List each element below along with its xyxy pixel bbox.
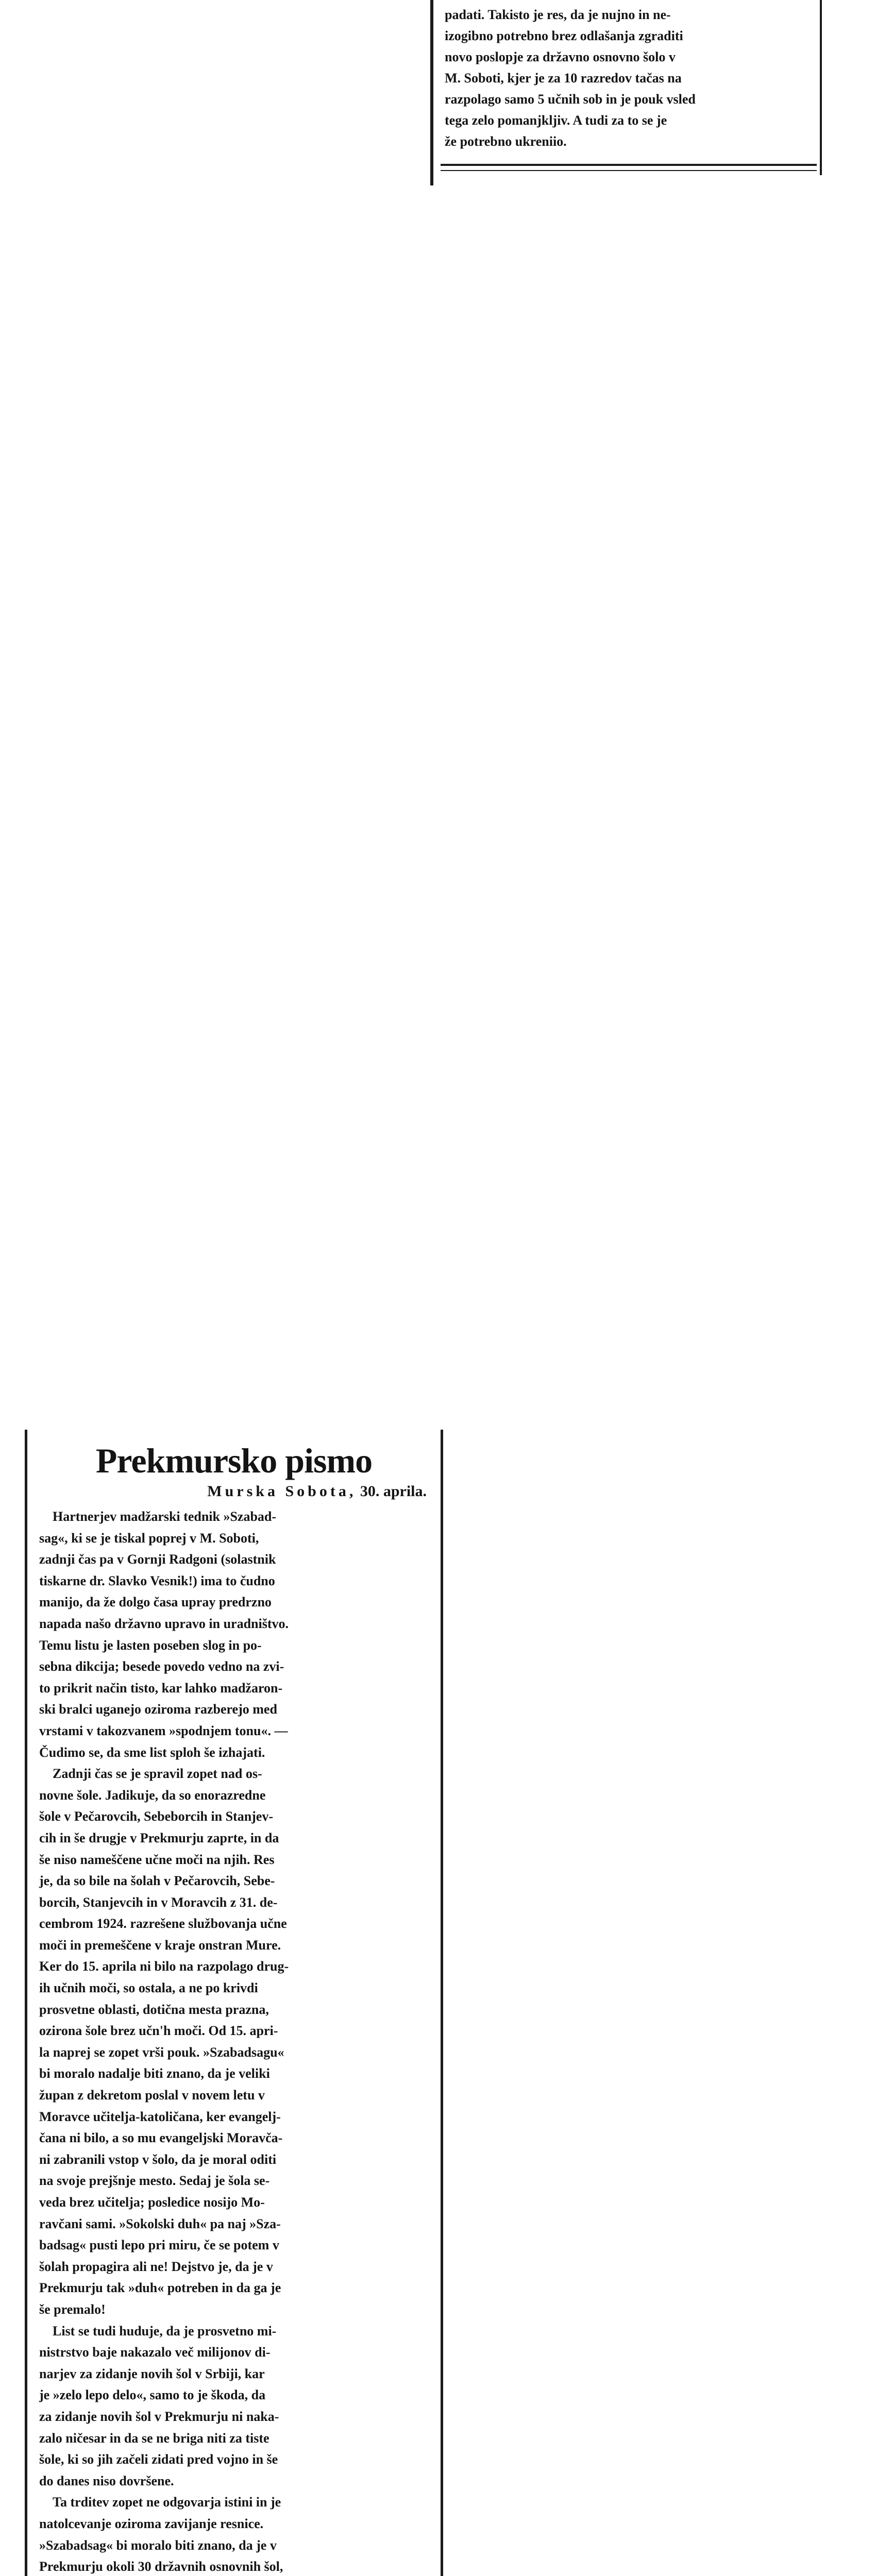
end-rule-thin <box>441 170 817 171</box>
text-line: vrstami v takozvanem »spodnjem tonu«. — <box>39 1723 288 1738</box>
text-line: razpolago samo 5 učnih sob in je pouk vsled <box>445 92 696 107</box>
text-line: padati. Takisto je res, da je nujno in ne- <box>445 7 671 22</box>
text-line: Temu listu je lasten poseben slog in po- <box>39 1637 262 1653</box>
column-rule-right <box>820 0 822 175</box>
text-line: ski bralci uganejo oziroma razberejo med <box>39 1702 277 1717</box>
paragraph-4 <box>39 2492 431 2576</box>
text-line: novo poslopje za državno osnovno šolo v <box>445 49 676 64</box>
text-line: šole, ki so jih začeli zidati pred vojno in še <box>39 2452 278 2467</box>
text-line: ih učnih moči, so ostala, a ne po krivdi <box>39 1980 258 1996</box>
text-line: tiskarne dr. Slavko Vesnik!) ima to čudno <box>39 1573 275 1588</box>
text-line: za zidanje novih šol v Prekmurju ni naka- <box>39 2409 279 2424</box>
text-line: župan z dekretom poslal v novem letu v <box>39 2088 265 2103</box>
text-line: je, da so bile na šolah v Pečarovcih, Sebe- <box>39 1873 275 1889</box>
end-rule-thick <box>441 164 817 166</box>
article-clipping <box>25 1430 443 2576</box>
column-rule-left <box>25 1430 27 2576</box>
text-line: borcih, Stanjevcih in v Moravcih z 31. de- <box>39 1894 278 1910</box>
text-line: Moravce učitelja-katoličana, ker evangelj- <box>39 2109 281 2124</box>
text-line: sebna dikcija; besede povedo vedno na zvi- <box>39 1659 284 1674</box>
text-line: cembrom 1924. razrešene službovanja učne <box>39 1916 287 1931</box>
dateline-place: Murska Sobota, <box>207 1483 357 1500</box>
text-line: veda brez učitelja; posledice nosijo Mo- <box>39 2195 265 2210</box>
text-line: narjev za zidanje novih šol v Srbiji, kar <box>39 2366 265 2381</box>
text-line: napada našo državno upravo in uradništvo. <box>39 1616 289 1631</box>
text-line: bi moralo nadalje biti znano, da je veliki <box>39 2066 270 2081</box>
text-line: moči in premeščene v kraje onstran Mure. <box>39 1937 281 1953</box>
text-line: novne šole. Jadikuje, da so enorazredne <box>39 1787 266 1803</box>
top-clipping <box>430 0 822 185</box>
text-line: M. Soboti, kjer je za 10 razredov tačas na <box>445 71 682 86</box>
text-line: zadnji čas pa v Gornji Radgoni (solastnik <box>39 1552 276 1567</box>
text-line: ni zabranili vstop v šolo, da je moral oditi <box>39 2151 277 2167</box>
text-line: natolcevanje oziroma zavijanje resnice. <box>39 2516 264 2531</box>
text-line: še premalo! <box>39 2301 106 2317</box>
text-line: badsag« pusti lepo pri miru, če se potem v <box>39 2238 279 2253</box>
paragraph-1 <box>39 1506 431 1763</box>
text-line: je »zelo lepo delo«, samo to je škoda, da <box>39 2387 266 2403</box>
text-line: čana ni bilo, a so mu evangeljski Moravča- <box>39 2130 283 2146</box>
text-line: izogibno potrebno brez odlašanja zgraditi <box>445 28 683 43</box>
text-line: Ta trditev zopet ne odgovarja istini in je <box>53 2495 281 2510</box>
text-line: Čudimo se, da sme list sploh še izhajati. <box>39 1744 265 1760</box>
text-line: Prekmurju tak »duh« potreben in da ga je <box>39 2280 281 2296</box>
text-line: še niso nameščene učne moči na njih. Res <box>39 1852 275 1867</box>
text-line: že potrebno ukreniio. <box>445 134 567 149</box>
text-line: cih in še drugje v Prekmurju zaprte, in da <box>39 1830 279 1845</box>
column-rule-right <box>441 1430 443 2576</box>
text-line: ozirona šole brez učn'h moči. Od 15. apri- <box>39 2023 278 2039</box>
text-line: šole v Pečarovcih, Sebeborcih in Stanjev- <box>39 1809 274 1824</box>
text-line: »Szabadsag« bi moralo biti znano, da je v <box>39 2537 277 2553</box>
text-line: ravčani sami. »Sokolski duh« pa naj »Sza- <box>39 2216 281 2231</box>
text-line: sag«, ki se je tiskal poprej v M. Soboti, <box>39 1530 259 1546</box>
text-line: List se tudi huduje, da je prosvetno mi- <box>53 2323 277 2338</box>
text-line: Ker do 15. aprila ni bilo na razpolago drug- <box>39 1959 289 1974</box>
paragraph-2 <box>39 1763 431 2320</box>
text-line: Hartnerjev madžarski tednik »Szabad- <box>53 1509 277 1524</box>
text-line: zalo ničesar in da se ne briga niti za tiste <box>39 2430 269 2446</box>
text-line: prosvetne oblasti, dotična mesta prazna, <box>39 2002 269 2017</box>
column-rule-left <box>430 0 433 185</box>
top-clipping-text <box>445 4 805 152</box>
text-line: to prikrit način tisto, kar lahko madžaron- <box>39 1680 283 1696</box>
text-line: šolah propagira ali ne! Dejstvo je, da je v <box>39 2259 273 2274</box>
dateline <box>66 1481 427 1502</box>
text-line: Prekmurju okoli 30 državnih osnovnih šol, <box>39 2559 283 2574</box>
text-line: na svoje prejšnje mesto. Sedaj je šola se- <box>39 2173 270 2189</box>
article-headline: Prekmursko pismo <box>95 1441 373 1480</box>
text-line: tega zelo pomanjkljiv. A tudi za to se je <box>445 113 667 128</box>
paragraph-3 <box>39 2320 431 2492</box>
text-line: nistrstvo baje nakazalo več milijonov di- <box>39 2345 271 2360</box>
dateline-date: 30. aprila. <box>360 1483 427 1500</box>
text-line: manijo, da že dolgo časa upray predrzno <box>39 1595 272 1610</box>
article-body <box>39 1506 431 2576</box>
text-line: do danes niso dovršene. <box>39 2473 174 2488</box>
text-line: Zadnji čas se je spravil zopet nad os- <box>53 1766 262 1782</box>
text-line: la naprej se zopet vrši pouk. »Szabadsagu« <box>39 2044 284 2060</box>
